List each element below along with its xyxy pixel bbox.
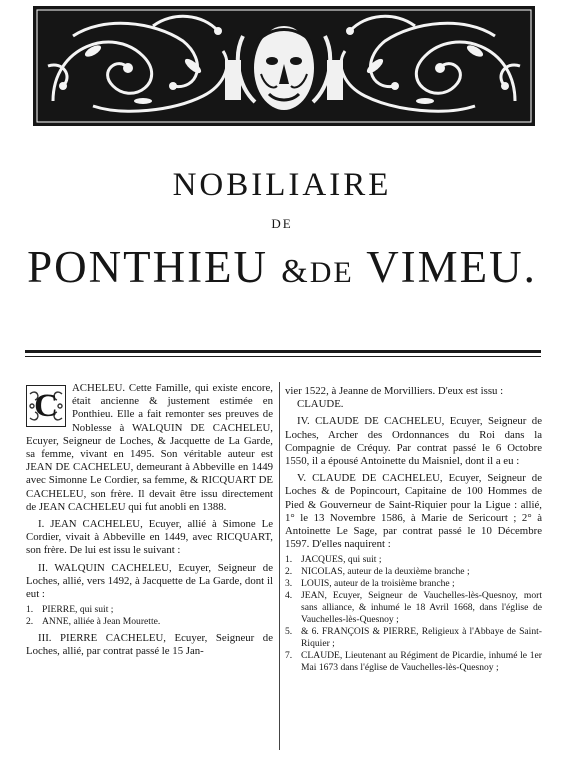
entry-issue-name: CLAUDE.: [297, 398, 344, 411]
entry-degree-4: IV. CLAUDE DE CACHELEU, Ecuyer, Seigneur de Loches, Archer des Ordonnances du Roi dans la Compagnie de Créquy. Par contrat passé le 6 Octobre 1550, il a épousé Antoinette du Maisniel, dont il a eu :: [285, 415, 542, 468]
entry-continuation: vier 1522, à Jeanne de Morvilliers. D'eux est issu :: [285, 385, 504, 397]
column-divider: [279, 382, 280, 750]
ornament-icon: [33, 6, 535, 126]
entry-degree-2: II. WALQUIN CACHELEU, Ecuyer, Seigneur de Loches, allié, vers 1492, à Jacquette de La Garde, dont il eut :: [26, 561, 273, 601]
list-item: 4. JEAN, Ecuyer, Seigneur de Vauchelles-lès-Quesnoy, mort sans alliance, & inhumé le 18 Avril 1668, dans l'église de Vauchelles-lès-Quesnoy ;: [285, 590, 542, 626]
woodcut-headpiece: [33, 6, 535, 126]
list-item: 1. JACQUES, qui suit ;: [285, 554, 382, 566]
entry-degree-3: III. PIERRE CACHELEU, Ecuyer, Seigneur de Loches, allié, par contrat passé le 15 Jan-: [26, 632, 273, 658]
children-list-right: [285, 554, 542, 674]
entry-degree-5: V. CLAUDE DE CACHELEU, Ecuyer, Seigneur de Loches & de Popincourt, Capitaine de 100 Hommes de Pied & Gouverneur de Saint-Riquier pour la Ligue : allié, 1° le 13 Novembre 1586, à Marie de Sericourt ; 2° à Antoinette Le Sage, par contrat passé le 10 Décembre 1597. D'elles naquirent :: [285, 472, 542, 551]
list-item: 7. CLAUDE, Lieutenant au Régiment de Picardie, inhumé le 1er Mai 1673 dans l'église de Vauchelles-lès-Quesnoy ;: [285, 650, 542, 674]
entry-degree-1: I. JEAN CACHELEU, Ecuyer, allié à Simone Le Cordier, vivait à Abbeville en 1449, avec RICQUART, son frère. De lui est issu le suivant :: [26, 518, 273, 557]
title-de-small: DE: [309, 256, 354, 289]
title-rule-thin: [25, 356, 541, 357]
title-de: DE: [271, 216, 293, 231]
list-item: 3. LOUIS, auteur de la troisième branche ;: [285, 578, 455, 590]
title-vimeu: VIMEU.: [366, 242, 537, 292]
list-item: 5. & 6. FRANÇOIS & PIERRE, Religieux à l'Abbaye de Saint-Riquier ;: [285, 626, 542, 650]
right-column: [285, 385, 542, 674]
children-list-left: [26, 604, 273, 628]
title-ponthieu: PONTHIEU: [27, 242, 269, 292]
list-item: 1. PIERRE, qui suit ;: [26, 604, 114, 616]
title-block: [0, 165, 564, 300]
dropcap-letter: C: [34, 388, 58, 424]
left-column: [26, 382, 273, 659]
list-item: 2. ANNE, alliée à Jean Mourette.: [26, 616, 161, 628]
title-region: [0, 240, 564, 300]
dropcap: [26, 385, 66, 427]
list-item: 2. NICOLAS, auteur de la deuxième branche ;: [285, 566, 470, 578]
entry-intro-paragraph: ACHELEU. Cette Famille, qui existe encore, était ancienne & justement estimée en Ponthieu. Elle a fait remonter ses preuves de Noblesse à WALQUIN DE CACHELEU, Ecuyer, Seigneur de Loches, & Jacquette de La Garde, sa femme, vivant en 1495. Son véritable auteur est JEAN DE CACHELEU, demeurant à Abbeville en 1449 avec Simonne Le Cordier, sa femme, & RICQUART DE CACHELEU, son frère. Il devait être issu directement de JEAN CACHELEU qui fut anobli en 1388.: [26, 382, 273, 513]
title-nobiliaire: NOBILIAIRE: [172, 167, 392, 203]
title-ampersand: &: [281, 253, 310, 290]
title-rule-thick: [25, 350, 541, 353]
